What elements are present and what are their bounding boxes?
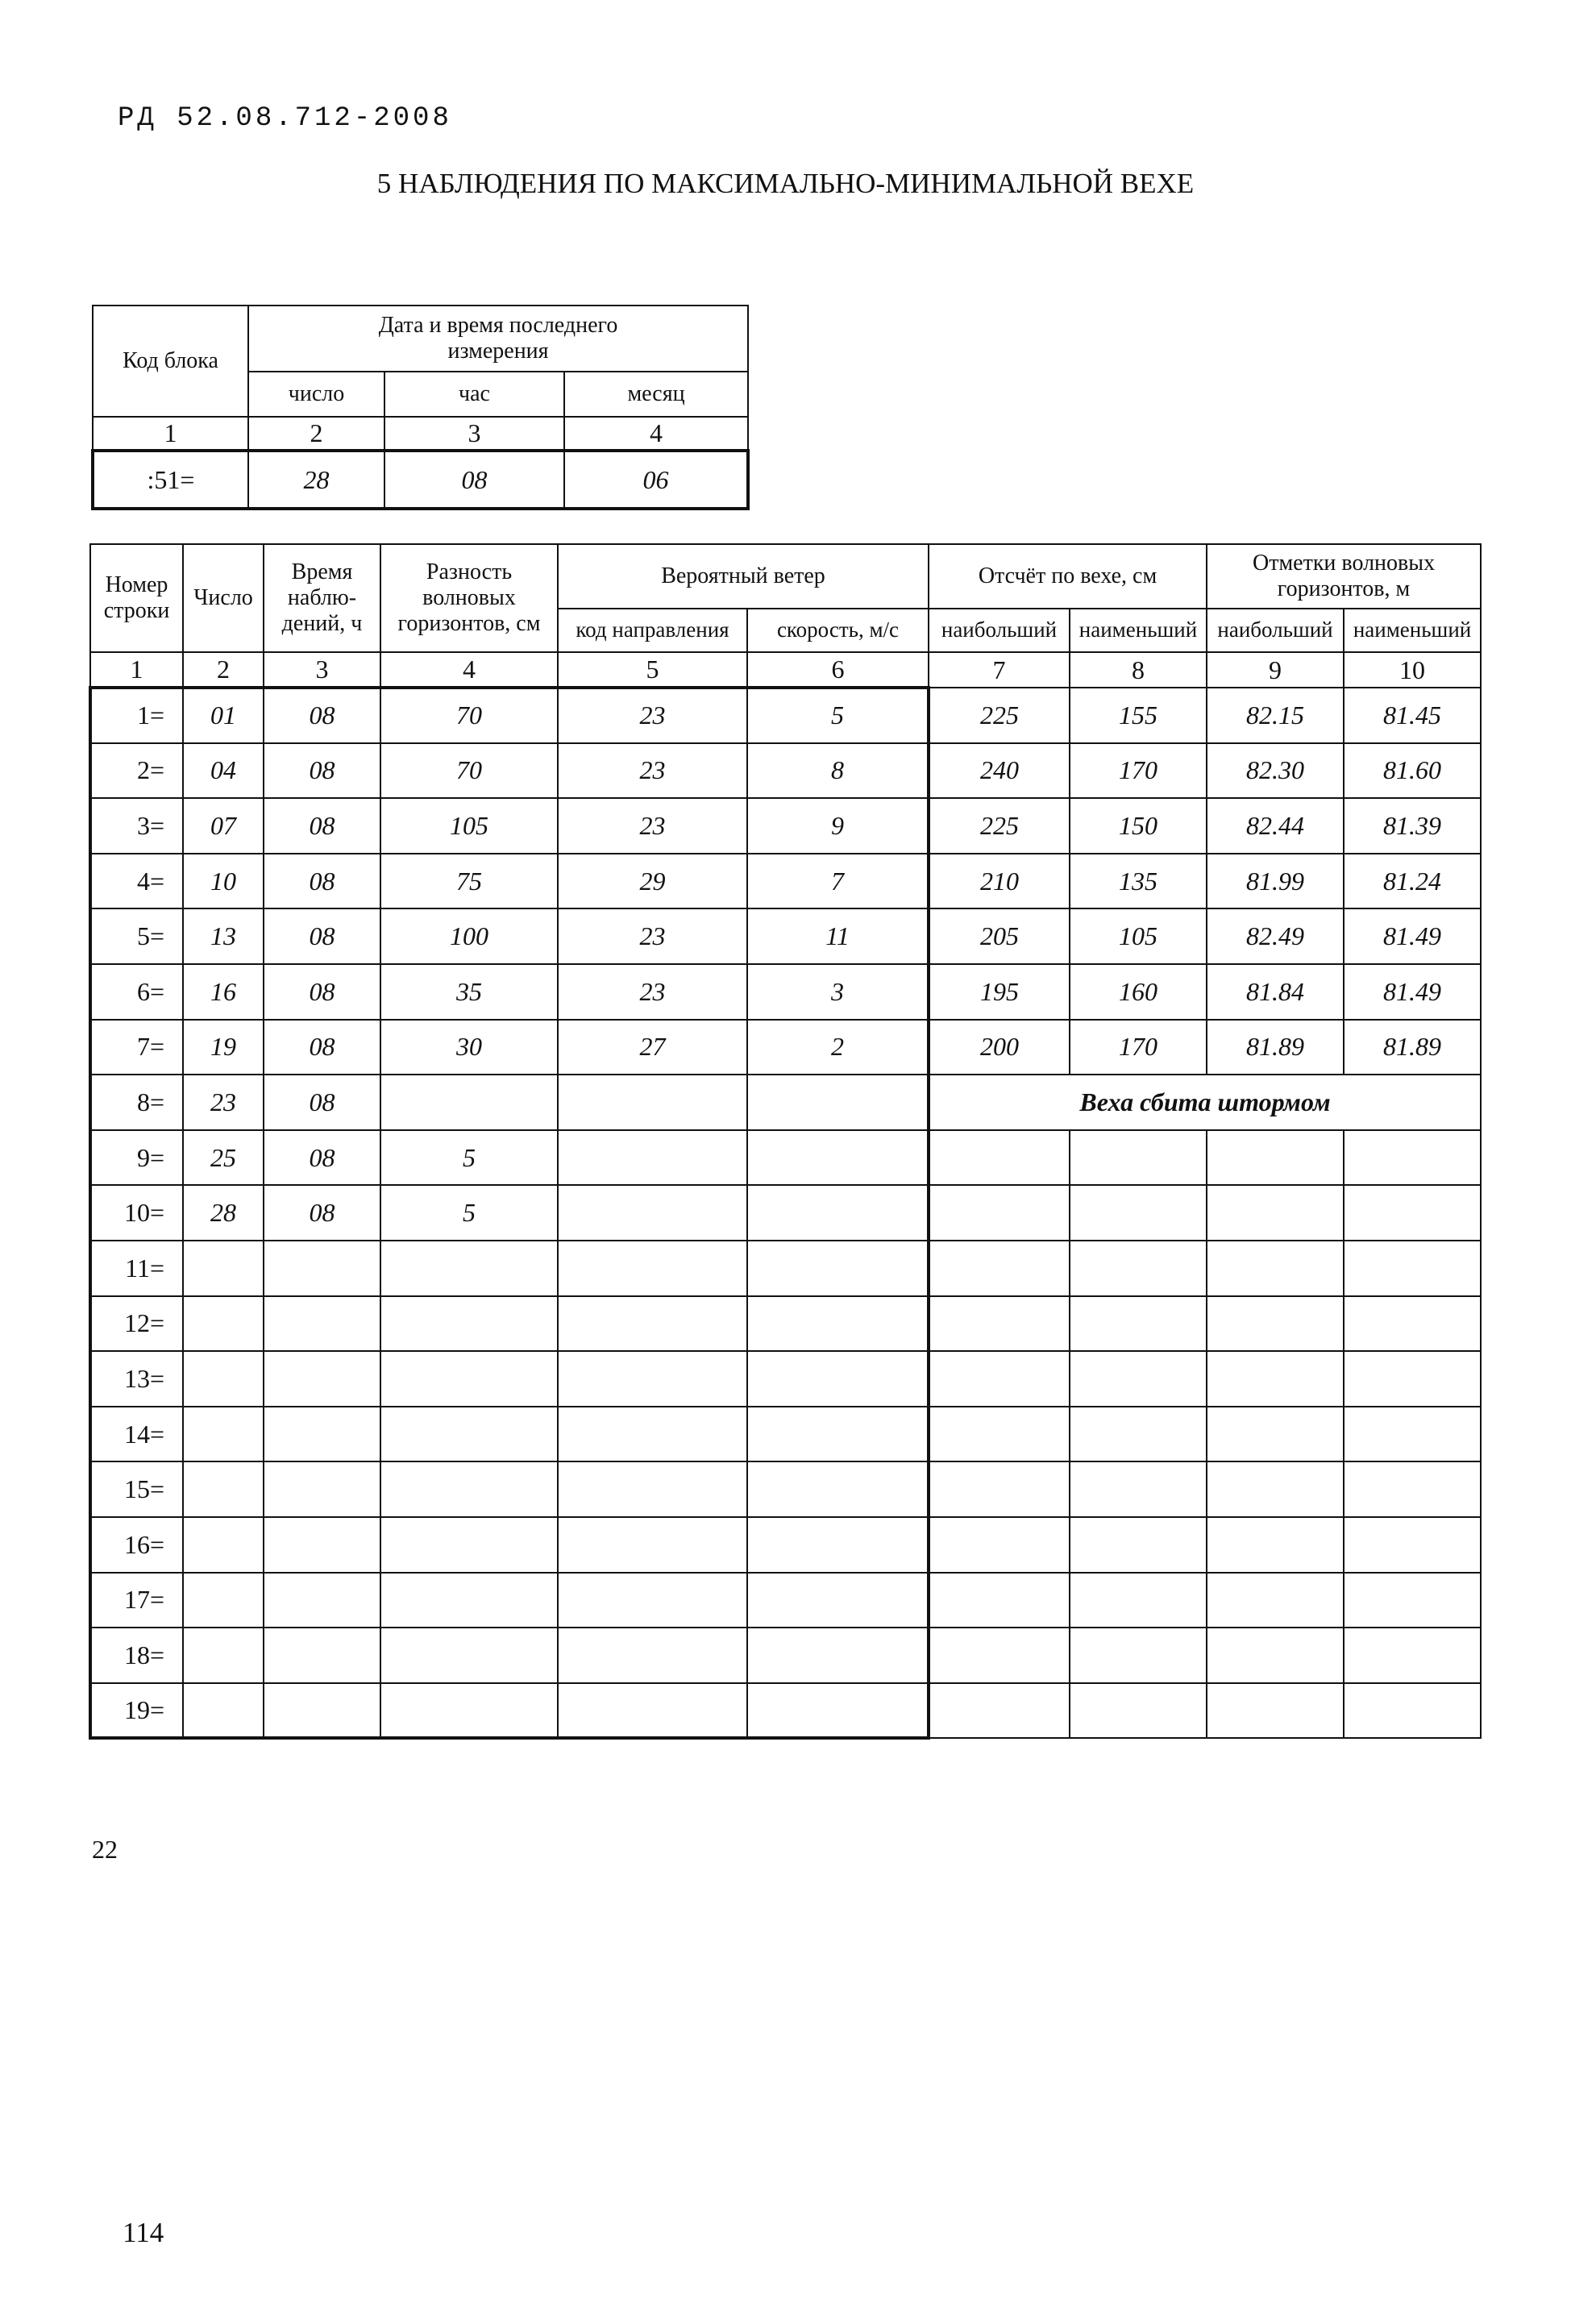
table-row — [90, 798, 1481, 854]
wind-direction-cell — [558, 1296, 747, 1352]
obs-time-cell — [264, 1407, 380, 1462]
reading-min-cell — [1070, 1185, 1207, 1241]
wind-direction-cell — [558, 1407, 747, 1462]
obs-time-cell — [264, 1296, 380, 1352]
reading-min-cell: 160 — [1070, 964, 1207, 1020]
obs-time-cell — [264, 1241, 380, 1296]
reading-min-cell — [1070, 1407, 1207, 1462]
marks-min-cell — [1344, 1296, 1481, 1352]
wave-diff-cell: 5 — [380, 1185, 558, 1241]
header-wind-speed: скорость, м/с — [747, 609, 929, 652]
reading-min-cell — [1070, 1628, 1207, 1683]
reading-max-cell — [929, 1185, 1070, 1241]
header-pole-reading: Отсчёт по вехе, см — [929, 544, 1207, 609]
header-reading-min: наименьший — [1070, 609, 1207, 652]
obs-time-cell: 08 — [264, 1075, 380, 1130]
reading-min-cell — [1070, 1241, 1207, 1296]
wind-speed-cell — [747, 1296, 929, 1352]
day-cell: 25 — [183, 1130, 264, 1186]
marks-max-cell: 82.44 — [1207, 798, 1344, 854]
marks-max-cell: 81.84 — [1207, 964, 1344, 1020]
header-reading-max: наибольший — [929, 609, 1070, 652]
table-row — [90, 1517, 1481, 1573]
reading-max-cell: 225 — [929, 798, 1070, 854]
header-day: число — [248, 372, 384, 417]
reading-min-cell: 170 — [1070, 743, 1207, 799]
marks-min-cell: 81.89 — [1344, 1020, 1481, 1075]
header-marks-max: наибольший — [1207, 609, 1344, 652]
wind-direction-cell: 23 — [558, 964, 747, 1020]
marks-max-cell: 82.30 — [1207, 743, 1344, 799]
row-number: 15= — [90, 1461, 183, 1517]
obs-time-cell — [264, 1683, 380, 1739]
wind-speed-cell: 8 — [747, 743, 929, 799]
row-number: 4= — [90, 854, 183, 909]
column-number: 2 — [183, 652, 264, 688]
table-row — [90, 1573, 1481, 1628]
block-values-row — [93, 451, 748, 509]
obs-time-cell: 08 — [264, 1185, 380, 1241]
reading-min-cell: 155 — [1070, 688, 1207, 743]
row-number: 14= — [90, 1407, 183, 1462]
wind-speed-cell — [747, 1517, 929, 1573]
wind-direction-cell — [558, 1075, 747, 1130]
day-cell: 28 — [183, 1185, 264, 1241]
header-date-time: Дата и время последнего измерения — [248, 306, 748, 372]
column-number: 6 — [747, 652, 929, 688]
marks-min-cell — [1344, 1185, 1481, 1241]
section-title: 5 НАБЛЮДЕНИЯ ПО МАКСИМАЛЬНО-МИНИМАЛЬНОЙ ВЕХЕ — [376, 168, 1195, 199]
marks-max-cell — [1207, 1296, 1344, 1352]
reading-max-cell — [929, 1628, 1070, 1683]
reading-max-cell — [929, 1461, 1070, 1517]
reading-min-cell — [1070, 1517, 1207, 1573]
row-number: 1= — [90, 688, 183, 743]
table-row — [90, 964, 1481, 1020]
obs-time-cell: 08 — [264, 688, 380, 743]
marks-min-cell — [1344, 1628, 1481, 1683]
observations-table — [89, 543, 1482, 1740]
row-number: 17= — [90, 1573, 183, 1628]
marks-min-cell — [1344, 1130, 1481, 1186]
day-cell — [183, 1683, 264, 1739]
reading-max-cell — [929, 1517, 1070, 1573]
wind-speed-cell: 11 — [747, 908, 929, 964]
wind-direction-cell: 23 — [558, 908, 747, 964]
obs-time-cell — [264, 1573, 380, 1628]
header-marks-min: наименьший — [1344, 609, 1481, 652]
column-number: 2 — [248, 417, 384, 451]
wind-speed-cell: 5 — [747, 688, 929, 743]
column-number: 10 — [1344, 652, 1481, 688]
reading-min-cell: 105 — [1070, 908, 1207, 964]
column-number: 1 — [90, 652, 183, 688]
header-day: Число — [183, 544, 264, 652]
day-cell — [183, 1461, 264, 1517]
reading-max-cell: 240 — [929, 743, 1070, 799]
wind-direction-cell — [558, 1683, 747, 1739]
reading-max-cell — [929, 1683, 1070, 1739]
wave-diff-cell — [380, 1241, 558, 1296]
wave-diff-cell — [380, 1461, 558, 1517]
marks-max-cell — [1207, 1517, 1344, 1573]
header-row-number: Номер строки — [90, 544, 183, 652]
column-number: 9 — [1207, 652, 1344, 688]
inner-page-number: 22 — [92, 1835, 118, 1864]
block-code-value: :51= — [93, 451, 248, 509]
row-number: 5= — [90, 908, 183, 964]
row-number: 12= — [90, 1296, 183, 1352]
day-cell — [183, 1241, 264, 1296]
marks-min-cell — [1344, 1407, 1481, 1462]
reading-max-cell — [929, 1296, 1070, 1352]
column-number: 4 — [380, 652, 558, 688]
header-observation-time: Время наблю-дений, ч — [264, 544, 380, 652]
row-number: 3= — [90, 798, 183, 854]
wave-diff-cell — [380, 1683, 558, 1739]
table-row — [90, 1628, 1481, 1683]
wave-diff-cell — [380, 1296, 558, 1352]
wind-direction-cell: 23 — [558, 798, 747, 854]
reading-max-cell — [929, 1407, 1070, 1462]
wind-direction-cell — [558, 1517, 747, 1573]
header-wave-difference: Разность волновых горизонтов, см — [380, 544, 558, 652]
wind-direction-cell — [558, 1628, 747, 1683]
reading-max-cell — [929, 1351, 1070, 1407]
wind-speed-cell: 9 — [747, 798, 929, 854]
row-number: 10= — [90, 1185, 183, 1241]
day-cell: 10 — [183, 854, 264, 909]
reading-max-cell — [929, 1130, 1070, 1186]
table-row — [90, 1020, 1481, 1075]
wave-diff-cell — [380, 1573, 558, 1628]
wind-speed-cell — [747, 1351, 929, 1407]
day-cell: 13 — [183, 908, 264, 964]
table-row — [90, 688, 1481, 743]
wind-direction-cell — [558, 1573, 747, 1628]
outer-page-number: 114 — [123, 2217, 164, 2248]
wind-speed-cell — [747, 1130, 929, 1186]
row-number: 2= — [90, 743, 183, 799]
obs-time-cell: 08 — [264, 964, 380, 1020]
header-wind-direction: код направления — [558, 609, 747, 652]
wave-diff-cell: 30 — [380, 1020, 558, 1075]
wind-speed-cell — [747, 1185, 929, 1241]
marks-max-cell — [1207, 1407, 1344, 1462]
reading-max-cell: 195 — [929, 964, 1070, 1020]
marks-max-cell — [1207, 1351, 1344, 1407]
wind-speed-cell — [747, 1241, 929, 1296]
table-row — [90, 1241, 1481, 1296]
reading-min-cell: 150 — [1070, 798, 1207, 854]
table-row — [90, 1130, 1481, 1186]
wind-direction-cell: 23 — [558, 743, 747, 799]
marks-max-cell — [1207, 1628, 1344, 1683]
table-row — [90, 1683, 1481, 1739]
marks-max-cell — [1207, 1573, 1344, 1628]
day-cell: 04 — [183, 743, 264, 799]
wave-diff-cell — [380, 1407, 558, 1462]
reading-max-cell: 210 — [929, 854, 1070, 909]
day-cell — [183, 1517, 264, 1573]
obs-time-cell: 08 — [264, 1130, 380, 1186]
day-value: 28 — [248, 451, 384, 509]
table-row — [90, 1075, 1481, 1130]
marks-min-cell — [1344, 1683, 1481, 1739]
wave-diff-cell: 75 — [380, 854, 558, 909]
reading-min-cell — [1070, 1683, 1207, 1739]
day-cell — [183, 1573, 264, 1628]
wave-diff-cell: 35 — [380, 964, 558, 1020]
hour-value: 08 — [384, 451, 564, 509]
marks-min-cell — [1344, 1461, 1481, 1517]
marks-max-cell — [1207, 1683, 1344, 1739]
table-row — [90, 1185, 1481, 1241]
day-cell: 01 — [183, 688, 264, 743]
obs-time-cell: 08 — [264, 798, 380, 854]
marks-min-cell: 81.45 — [1344, 688, 1481, 743]
wind-speed-cell — [747, 1075, 929, 1130]
marks-max-cell — [1207, 1185, 1344, 1241]
marks-min-cell: 81.49 — [1344, 964, 1481, 1020]
wave-diff-cell: 70 — [380, 688, 558, 743]
header-block-code: Код блока — [93, 306, 248, 417]
reading-min-cell — [1070, 1296, 1207, 1352]
wind-direction-cell — [558, 1461, 747, 1517]
obs-time-cell — [264, 1461, 380, 1517]
marks-min-cell: 81.39 — [1344, 798, 1481, 854]
row-number: 7= — [90, 1020, 183, 1075]
wind-speed-cell — [747, 1628, 929, 1683]
wave-diff-cell: 100 — [380, 908, 558, 964]
marks-max-cell: 81.99 — [1207, 854, 1344, 909]
block-column-numbers — [93, 417, 748, 451]
obs-time-cell: 08 — [264, 908, 380, 964]
column-number: 1 — [93, 417, 248, 451]
header-hour: час — [384, 372, 564, 417]
marks-min-cell — [1344, 1241, 1481, 1296]
marks-min-cell — [1344, 1573, 1481, 1628]
row-number: 18= — [90, 1628, 183, 1683]
header-month: месяц — [564, 372, 748, 417]
wind-speed-cell: 3 — [747, 964, 929, 1020]
table-row — [90, 743, 1481, 799]
obs-time-cell: 08 — [264, 1020, 380, 1075]
marks-max-cell — [1207, 1461, 1344, 1517]
obs-time-cell: 08 — [264, 743, 380, 799]
reading-min-cell: 170 — [1070, 1020, 1207, 1075]
table-row — [90, 1461, 1481, 1517]
row-number: 11= — [90, 1241, 183, 1296]
wave-diff-cell: 105 — [380, 798, 558, 854]
wave-diff-cell — [380, 1517, 558, 1573]
day-cell: 23 — [183, 1075, 264, 1130]
document-code: РД 52.08.712-2008 — [118, 103, 452, 134]
wind-speed-cell — [747, 1461, 929, 1517]
row-number: 19= — [90, 1683, 183, 1739]
row-number: 6= — [90, 964, 183, 1020]
table-row — [90, 1407, 1481, 1462]
wind-direction-cell: 27 — [558, 1020, 747, 1075]
column-numbers-row — [90, 652, 1481, 688]
marks-max-cell — [1207, 1130, 1344, 1186]
month-value: 06 — [564, 451, 748, 509]
reading-min-cell — [1070, 1130, 1207, 1186]
reading-min-cell: 135 — [1070, 854, 1207, 909]
marks-min-cell: 81.60 — [1344, 743, 1481, 799]
wave-diff-cell: 5 — [380, 1130, 558, 1186]
wind-speed-cell — [747, 1407, 929, 1462]
marks-max-cell — [1207, 1241, 1344, 1296]
row-number: 9= — [90, 1130, 183, 1186]
table-row — [90, 908, 1481, 964]
wind-direction-cell — [558, 1351, 747, 1407]
row-number: 16= — [90, 1517, 183, 1573]
wave-diff-cell — [380, 1351, 558, 1407]
day-cell: 07 — [183, 798, 264, 854]
marks-min-cell: 81.49 — [1344, 908, 1481, 964]
reading-max-cell: 225 — [929, 688, 1070, 743]
wind-direction-cell: 23 — [558, 688, 747, 743]
day-cell: 19 — [183, 1020, 264, 1075]
reading-min-cell — [1070, 1351, 1207, 1407]
header-wave-marks: Отметки волновых горизонтов, м — [1207, 544, 1481, 609]
day-cell — [183, 1628, 264, 1683]
day-cell — [183, 1296, 264, 1352]
table-row — [90, 1296, 1481, 1352]
reading-max-cell — [929, 1573, 1070, 1628]
reading-max-cell: 205 — [929, 908, 1070, 964]
day-cell: 16 — [183, 964, 264, 1020]
wind-speed-cell — [747, 1573, 929, 1628]
wind-speed-cell: 7 — [747, 854, 929, 909]
column-number: 3 — [384, 417, 564, 451]
column-number: 3 — [264, 652, 380, 688]
wave-diff-cell: 70 — [380, 743, 558, 799]
marks-min-cell: 81.24 — [1344, 854, 1481, 909]
column-number: 5 — [558, 652, 747, 688]
wave-diff-cell — [380, 1075, 558, 1130]
header-probable-wind: Вероятный ветер — [558, 544, 929, 609]
table-row — [90, 1351, 1481, 1407]
block-table — [91, 305, 750, 510]
reading-min-cell — [1070, 1461, 1207, 1517]
marks-min-cell — [1344, 1351, 1481, 1407]
obs-time-cell: 08 — [264, 854, 380, 909]
reading-min-cell — [1070, 1573, 1207, 1628]
reading-max-cell — [929, 1241, 1070, 1296]
column-number: 4 — [564, 417, 748, 451]
marks-max-cell: 81.89 — [1207, 1020, 1344, 1075]
row-number: 13= — [90, 1351, 183, 1407]
wind-speed-cell: 2 — [747, 1020, 929, 1075]
marks-max-cell: 82.49 — [1207, 908, 1344, 964]
wave-diff-cell — [380, 1628, 558, 1683]
table-row — [90, 854, 1481, 909]
wind-speed-cell — [747, 1683, 929, 1739]
wind-direction-cell — [558, 1185, 747, 1241]
day-cell — [183, 1407, 264, 1462]
wind-direction-cell: 29 — [558, 854, 747, 909]
wind-direction-cell — [558, 1130, 747, 1186]
marks-min-cell — [1344, 1517, 1481, 1573]
wind-direction-cell — [558, 1241, 747, 1296]
row-number: 8= — [90, 1075, 183, 1130]
pole-knocked-note: Веха сбита штормом — [929, 1075, 1481, 1130]
column-number: 8 — [1070, 652, 1207, 688]
obs-time-cell — [264, 1351, 380, 1407]
obs-time-cell — [264, 1517, 380, 1573]
reading-max-cell: 200 — [929, 1020, 1070, 1075]
day-cell — [183, 1351, 264, 1407]
marks-max-cell: 82.15 — [1207, 688, 1344, 743]
column-number: 7 — [929, 652, 1070, 688]
obs-time-cell — [264, 1628, 380, 1683]
